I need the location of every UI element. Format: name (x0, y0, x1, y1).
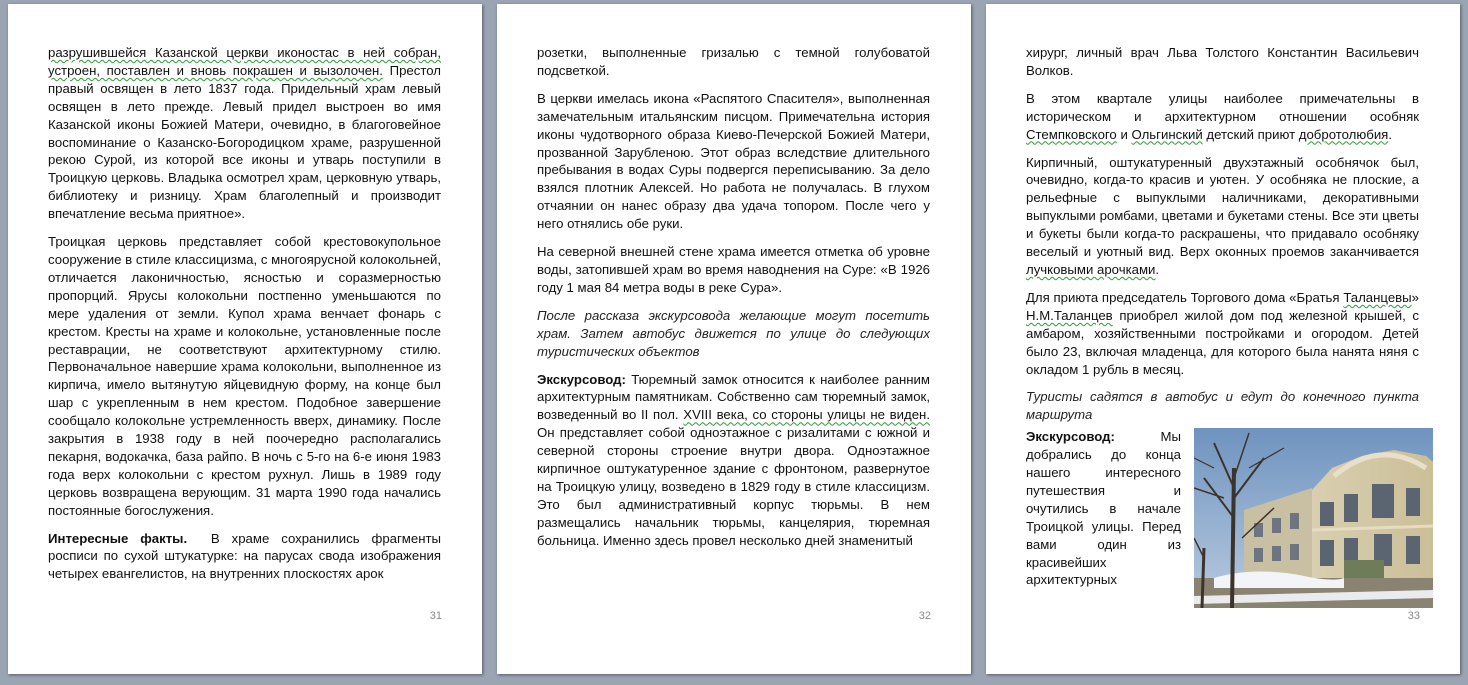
paragraph-text: Кирпичный, оштукатуренный двухэтажный особнячок был, очевидно, когда-то красив и уютен. У особняка не плоские, а рельефные с выпуклыми наличниками, декоративными выпуклыми ромбами, цветами и букетами стены. Все эти цветы и букеты были когда-то раскрашены, что придавало особняку веселый и уютный вид. Верх оконных проемов заканчивается (1026, 154, 1419, 260)
spellcheck-text: разрушившейся Казанской церкви иконостас в ней собран, устроен, поставлен и вновь покрашен и вызолочен. (48, 45, 441, 78)
paragraph (48, 530, 445, 584)
paragraph-text: приобрел жилой дом под железной крышей, с амбаром, хозяйственными постройками и огородом. Детей было 23, включая младенца, для которого была нанята няня с окладом 1 рубль в месяц. (1026, 307, 1419, 377)
paragraph-text: Тюремный замок относится к наиболее ранним архитектурным памятникам. Собственно сам тюремный замок, возведенный во II пол. (537, 371, 930, 423)
paragraph (537, 371, 930, 550)
spellcheck-text: Ольгинский (1131, 126, 1203, 142)
paragraph (537, 44, 930, 80)
document-page-31 (8, 4, 482, 674)
document-page-33 (986, 4, 1460, 674)
italic-text: После рассказа экскурсовода желающие могут посетить храм. Затем автобус движется по улице до следующих туристических объектов (537, 307, 930, 359)
paragraph-text: . (1155, 261, 1160, 277)
building-photo-icon (1194, 428, 1433, 608)
paragraph (1026, 90, 1419, 144)
paragraph-text: . (1388, 126, 1392, 142)
paragraph (1026, 428, 1181, 589)
paragraph-text: детский приют (1202, 126, 1299, 142)
document-page-32 (497, 4, 971, 674)
paragraph-text: Мы добрались до конца нашего интересного путешествия и очутились в начале Троицкой улицы. Перед вами один из красивейших архитектурных (1026, 429, 1181, 588)
paragraph (1026, 154, 1419, 279)
paragraph-text: Для приюта председатель Торгового дома «Братья (1026, 289, 1344, 305)
spellcheck-text: Н.М.Таланцев (1026, 307, 1113, 323)
paragraph-text: розетки, выполненные гризалью с темной голубоватой подсветкой. (537, 45, 930, 78)
paragraph-text: хирург, личный врач Льва Толстого Константин Васильевич Волков. (1026, 45, 1419, 78)
page-31-content (48, 44, 445, 593)
paragraph (1026, 289, 1423, 379)
stage-direction (1026, 388, 1419, 424)
stage-direction (537, 307, 930, 361)
paragraph-text: и (1116, 126, 1132, 142)
page-number: 32 (918, 610, 931, 622)
paragraph-text: В этом квартале улицы наиболее примечательны в историческом и архитектурном отношении особняк (1026, 90, 1419, 124)
page-number: 33 (1407, 610, 1420, 622)
paragraph-text: В храме сохранились фрагменты росписи по сухой штукатурке: на парусах свода изображения четырех евангелистов, на внутренних плоскостях арок (48, 530, 445, 582)
page-33-content (1026, 44, 1423, 608)
paragraph (48, 233, 441, 520)
paragraph-text: В церкви имелась икона «Распятого Спасителя», выполненная замечательным итальянским писцом. Примечательна история иконы чудотворного образа Киево-Печерской Божией Матери, прозванной Зарубленою. Этот образ вследствие длительного пребывания в водах Суры подвергся переписыванию. За дело взялся плотник Алексей. Но работа не получалась. В глухом отчаянии он нанес образу два удача топором. После чего у него отнялись обе руки. (537, 90, 930, 232)
spellcheck-text: XVIII века, со стороны улицы не виден. (683, 407, 930, 423)
paragraph (1026, 44, 1419, 80)
bold-heading: Интересные факты. (48, 530, 188, 546)
spellcheck-text: добротолюбия (1298, 126, 1389, 142)
photo-block (1026, 428, 1419, 608)
page-32-content (537, 44, 930, 560)
bold-speaker: Экскурсовод: (537, 371, 626, 387)
page-number: 31 (429, 610, 442, 622)
spellcheck-text: Стемпковского (1026, 126, 1117, 142)
paragraph-text: Троицкая церковь представляет собой крестовокупольное сооружение в стиле классицизма, с многоярусной колокольней, отличается лаконичностью, ясностью и соразмерностью пропорций. Ярусы колокольни постпенно уменьшаются по мере удаления от земли. Купол храма венчает фонарь с крестом. Кресты на храме и колокольне, установленные после реставрации, не соответствуют архитектурному стилю. Первоначальное навершие храма колокольни, выполненное из кирпича, имело вытянутую яйцевидную форму, на конце был шар с укрепленным в нем крестом. Подобное завершение сообщало колокольне устремленность вверх, динамику. После закрытия в 1938 году в ней поочередно располагались пекарня, водокачка, база райпо. В ночь с 5-го на 6-е июня 1983 года верх колокольни с крестом рухнул. Лишь в 1989 году церковь возвращена верующим. 31 марта 1990 года начались постоянные богослужения. (48, 234, 441, 518)
paragraph-text: » (1411, 289, 1423, 305)
paragraph (537, 90, 930, 233)
paragraph-text: Он представляет собой одноэтажное с ризалитами с южной и северной стороны строение внутри двора. Одноэтажное кирпичное оштукатуренное здание с фронтоном, развернутое на Троицкую улицу, возведено в 1829 году в стиле классицизм. Это был административный корпус тюрьмы. В нем размещались начальник тюрьмы, канцелярия, тюремная больница. Именно здесь провел несколько дней знаменитый (537, 425, 930, 548)
paragraph-text: Престол правый освящен в лето 1837 года. Придельный храм левый освящен в лето прежде. Левый придел выстроен во имя Казанской иконы Божией Матери, очевидно, в благоговейное воспоминание о Казанско-Богородицком храме, разрушенной рекою Сурой, из которой все иконы и утварь поступили в Троицкую церковь. Владыка осмотрел храм, церковную утварь, библиотеку и ризницу. Храм благолепный и производит впечатление весьма приятное». (48, 62, 441, 222)
paragraph (48, 44, 441, 223)
spellcheck-text: Таланцевы (1343, 289, 1412, 305)
bold-speaker: Экскурсовод: (1026, 429, 1115, 445)
italic-text: Туристы садятся в автобус и едут до конечного пункта маршрута (1026, 389, 1419, 423)
paragraph-text: На северной внешней стене храма имеется отметка об уровне воды, затопившей храм во время наводнения на Суре: «В 1926 году 1 мая 84 метра воды в реке Сура». (537, 244, 930, 295)
spellcheck-text: лучковыми арочками (1026, 261, 1156, 277)
paragraph (537, 243, 930, 297)
